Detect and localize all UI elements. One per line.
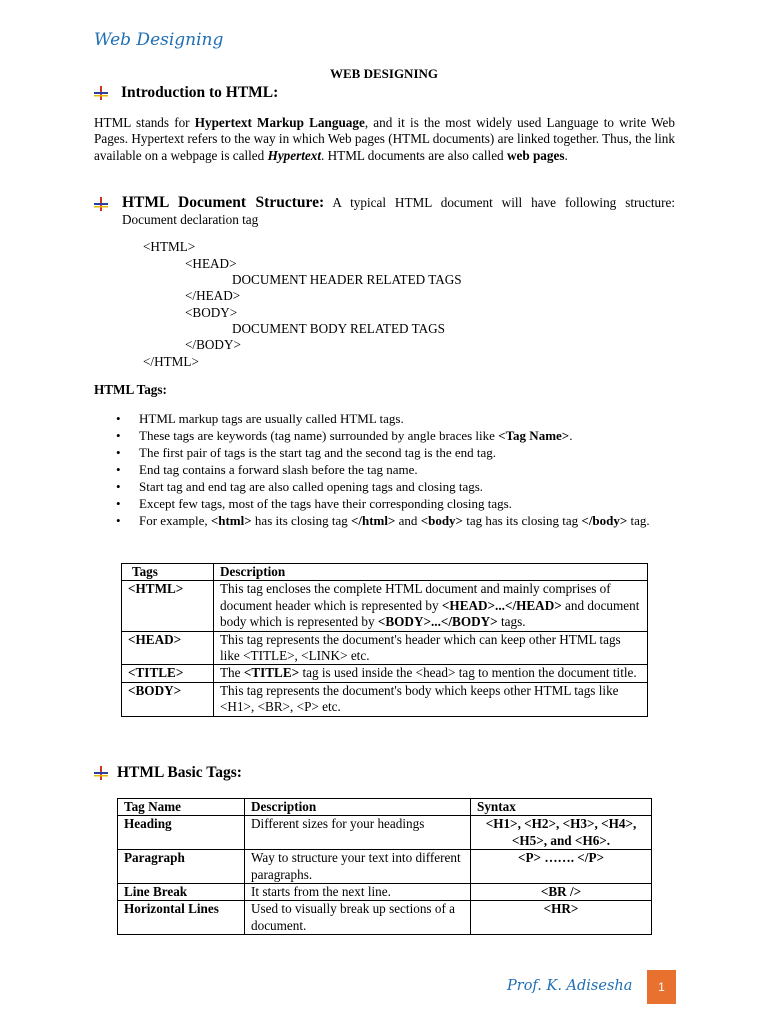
table-row — [118, 850, 652, 884]
list-item: • The first pair of tags is the start tag and the second tag is the end tag. — [116, 445, 497, 460]
bullet-dot: • — [116, 445, 121, 460]
table-row — [122, 665, 648, 682]
desc-cell: This tag represents the document's header which can keep other HTML tags like <TITLE>, <LINK> etc. — [214, 631, 648, 665]
table-row — [122, 682, 648, 716]
tag-name-cell: Heading — [118, 816, 245, 850]
list-item: • HTML markup tags are usually called HTML tags. — [116, 411, 404, 426]
table-row — [118, 884, 652, 901]
syntax-cell: <H1>, <H2>, <H3>, <H4>, <H5>, and <H6>. — [471, 816, 652, 850]
document-title: WEB DESIGNING — [330, 66, 438, 81]
table-row — [122, 581, 648, 631]
list-item: • For example, <html> has its closing tag </html> and <body> tag has its closing tag </body> tag. — [116, 513, 650, 528]
intro-heading: Introduction to HTML: — [121, 84, 279, 101]
table-row — [118, 901, 652, 935]
tag-name-cell: Line Break — [118, 884, 245, 901]
html-tags-list — [94, 410, 675, 529]
syntax-cell: <HR> — [471, 901, 652, 935]
table-header-cell: Tags — [122, 564, 214, 581]
desc-cell: This tag encloses the complete HTML document and mainly comprises of document header which is represented by <HEAD>...</HEAD> and document body which is represented by <BODY>...</BODY> tags. — [214, 581, 648, 631]
tags-table — [121, 563, 648, 717]
table-row — [122, 631, 648, 665]
code-line: DOCUMENT BODY RELATED TAGS — [232, 321, 445, 336]
tag-name-cell: Paragraph — [118, 850, 245, 884]
desc-cell: The <TITLE> tag is used inside the <head> tag to mention the document title. — [214, 665, 648, 682]
html-tags-heading: HTML Tags: — [94, 382, 167, 397]
code-line: <BODY> — [185, 305, 238, 320]
code-line: <HEAD> — [185, 256, 237, 271]
table-header-cell: Description — [245, 799, 471, 816]
intro-paragraph: HTML stands for Hypertext Markup Language, and it is the most widely used Language to write Web Pages. Hypertext refers to the way in which Web pages (HTML documents) are linked together. Thus, the link available on a webpage is called Hypertext. HTML documents are also called web pages. — [94, 115, 675, 163]
structure-paragraph: HTML Document Structure: A typical HTML document will have following structure: Document declaration tag — [122, 194, 675, 227]
bullet-dot: • — [116, 428, 121, 443]
header-title: Web Designing — [94, 30, 224, 50]
code-line: </HEAD> — [185, 288, 241, 303]
desc-cell: Different sizes for your headings — [245, 816, 471, 850]
code-line: </HTML> — [143, 354, 199, 369]
cross-bullet-icon — [94, 766, 108, 780]
list-item: • Except few tags, most of the tags have their corresponding closing tags. — [116, 496, 512, 511]
table-row — [118, 816, 652, 850]
code-line: DOCUMENT HEADER RELATED TAGS — [232, 272, 462, 287]
cross-bullet-icon — [94, 197, 108, 211]
table-header-cell: Description — [214, 564, 648, 581]
tag-cell: <BODY> — [122, 682, 214, 716]
cross-bullet-icon — [94, 86, 108, 100]
structure-heading: HTML Document Structure: — [122, 194, 325, 211]
tag-name-cell: Horizontal Lines — [118, 901, 245, 935]
desc-cell: Way to structure your text into different paragraphs. — [245, 850, 471, 884]
list-item: • End tag contains a forward slash before the tag name. — [116, 462, 418, 477]
desc-cell: Used to visually break up sections of a document. — [245, 901, 471, 935]
bullet-dot: • — [116, 411, 121, 426]
table-header-cell: Syntax — [471, 799, 652, 816]
bullet-dot: • — [116, 479, 121, 494]
tag-cell: <TITLE> — [122, 665, 214, 682]
bullet-dot: • — [116, 496, 121, 511]
list-item: • Start tag and end tag are also called opening tags and closing tags. — [116, 479, 484, 494]
syntax-cell: <BR /> — [471, 884, 652, 901]
basic-tags-table — [117, 798, 652, 935]
bullet-dot: • — [116, 462, 121, 477]
code-line: <HTML> — [143, 239, 196, 254]
code-line: </BODY> — [185, 337, 241, 352]
page-number: 1 — [647, 970, 676, 1004]
basic-tags-heading: HTML Basic Tags: — [117, 764, 242, 781]
list-item: • These tags are keywords (tag name) surrounded by angle braces like <Tag Name>. — [116, 428, 573, 443]
footer-author: Prof. K. Adisesha — [507, 978, 633, 994]
desc-cell: It starts from the next line. — [245, 884, 471, 901]
table-header-row — [122, 564, 648, 581]
syntax-cell: <P> ……. </P> — [471, 850, 652, 884]
bullet-dot: • — [116, 513, 121, 528]
table-header-cell: Tag Name — [118, 799, 245, 816]
table-header-row — [118, 799, 652, 816]
tag-cell: <HTML> — [122, 581, 214, 631]
tag-cell: <HEAD> — [122, 631, 214, 665]
desc-cell: This tag represents the document's body which keeps other HTML tags like <H1>, <BR>, <P> etc. — [214, 682, 648, 716]
